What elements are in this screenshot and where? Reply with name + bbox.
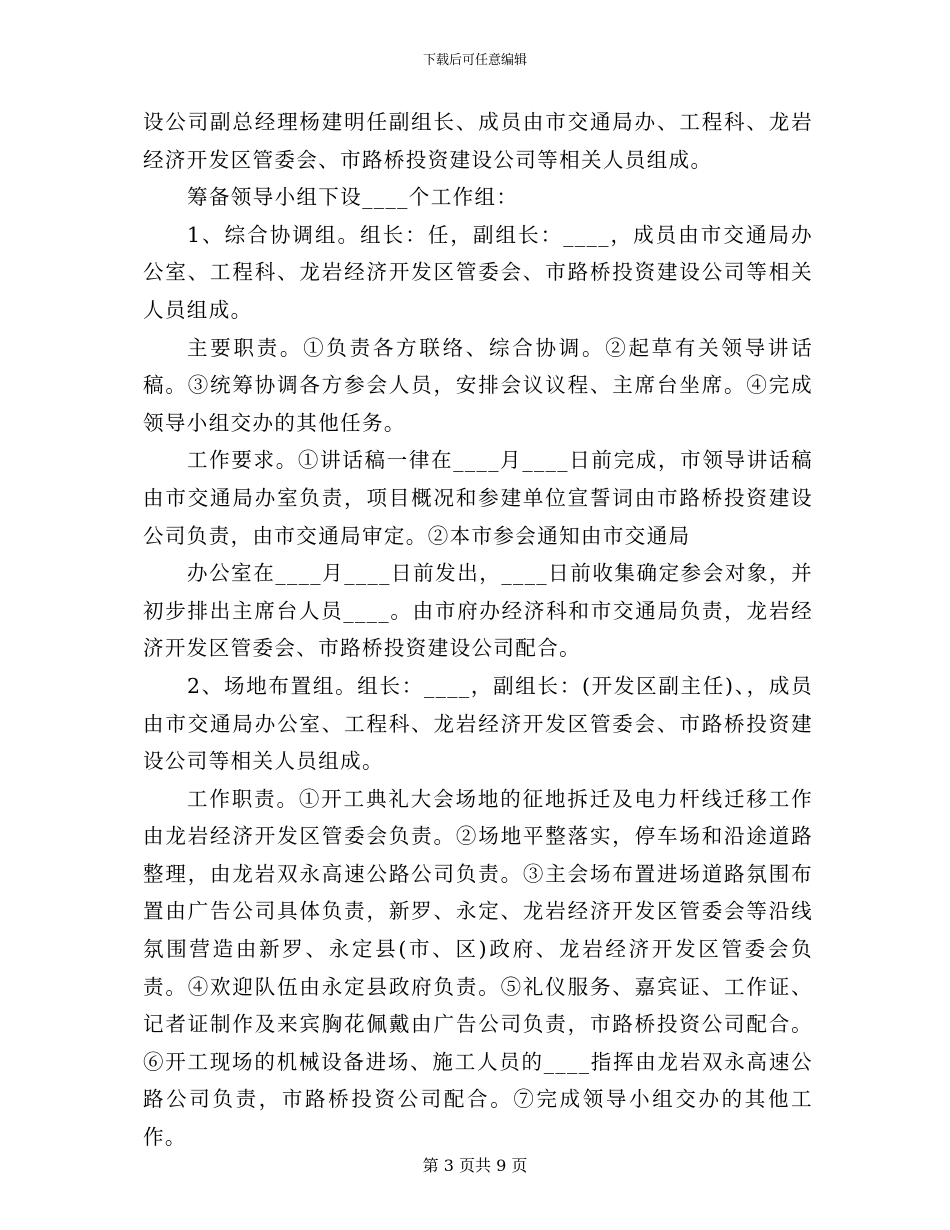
document-body — [143, 104, 813, 1157]
page-number-footer: 第 3 页共 9 页 — [422, 1156, 528, 1175]
paragraph: 1、综合协调组。组长：任，副组长：____，成员由市交通局办公室、工程科、龙岩经济开发区管委会、市路桥投资建设公司等相关人员组成。 — [143, 222, 813, 322]
paragraph: 筹备领导小组下设____个工作组： — [187, 185, 519, 210]
paragraph: 主要职责。①负责各方联络、综合协调。②起草有关领导讲话稿。③统筹协调各方参会人员，安排会议议程、主席台坐席。④完成领导小组交办的其他任务。 — [143, 335, 813, 435]
paragraph: 2、场地布置组。组长：____，副组长：(开发区副主任)、，成员由市交通局办公室、工程科、龙岩经济开发区管委会、市路桥投资建设公司等相关人员组成。 — [143, 673, 813, 774]
paragraph: 工作职责。①开工典礼大会场地的征地拆迁及电力杆线迁移工作由龙岩经济开发区管委会负责。②场地平整落实，停车场和沿途道路整理，由龙岩双永高速公路公司负责。③主会场布置进场道路氛围布置由广告公司具体负责，新罗、永定、龙岩经济开发区管委会等沿线氛围营造由新罗、永定县(市、区)政府、龙岩经济开发区管委会负责。④欢迎队伍由永定县政府负责。⑤礼仪服务、嘉宾证、工作证、记者证制作及来宾胸花佩戴由广告公司负责，市路桥投资公司配合。⑥开工现场的机械设备进场、施工人员的____指挥由龙岩双永高速公路公司负责，市路桥投资公司配合。⑦完成领导小组交办的其他工作。 — [143, 786, 813, 1150]
paragraph: 设公司副总经理杨建明任副组长、成员由市交通局办、工程科、龙岩经济开发区管委会、市路桥投资建设公司等相关人员组成。 — [143, 110, 813, 172]
page-header-note: 下载后可任意编辑 — [422, 53, 527, 68]
paragraph: 工作要求。①讲话稿一律在____月____日前完成，市领导讲话稿由市交通局办室负责，项目概况和参建单位宣誓词由市路桥投资建设公司负责，由市交通局审定。②本市参会通知由市交通局 — [143, 448, 813, 548]
paragraph: 办公室在____月____日前发出，____日前收集确定参会对象，并初步排出主席台人员____。由市府办经济科和市交通局负责，龙岩经济开发区管委会、市路桥投资建设公司配合。 — [143, 561, 813, 661]
